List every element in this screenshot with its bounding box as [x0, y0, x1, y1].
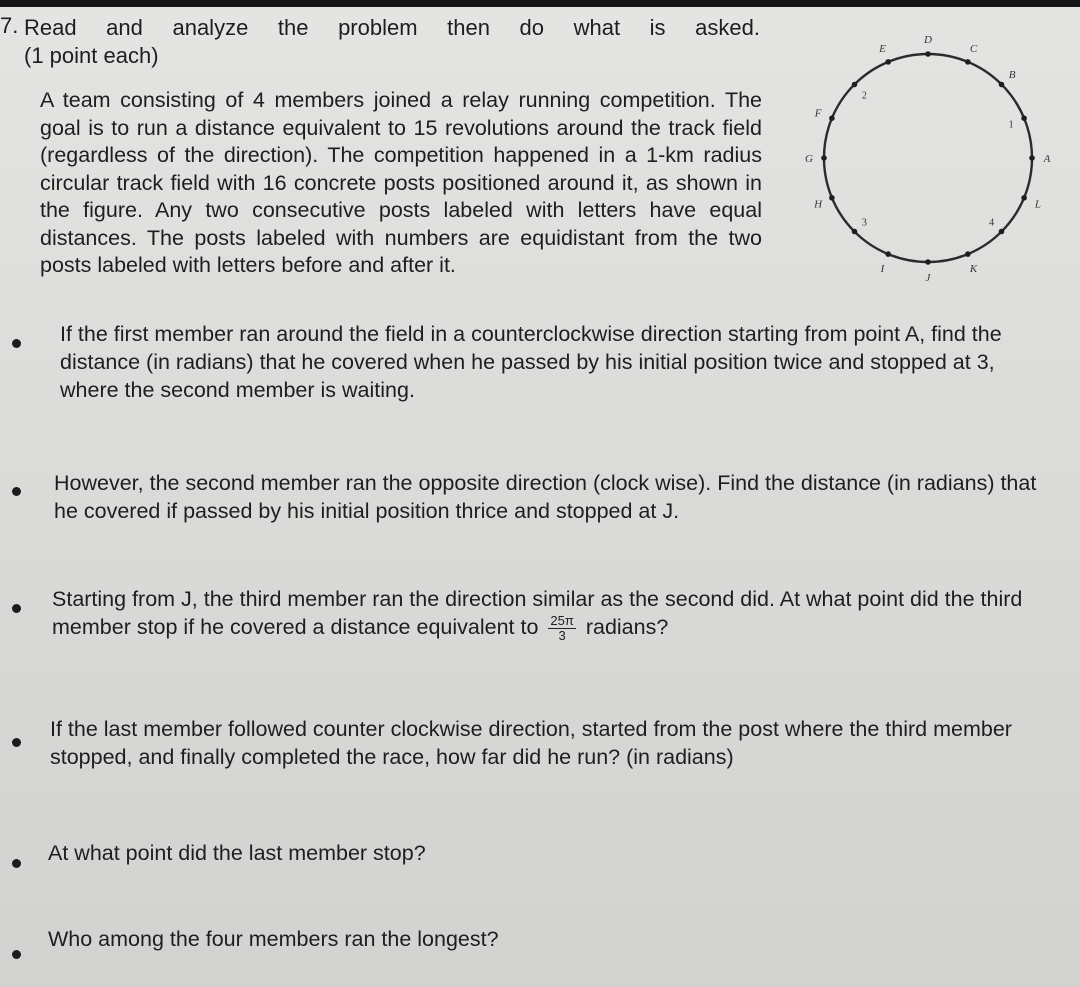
post-dot-J	[925, 259, 931, 265]
heading-instruction	[24, 15, 760, 41]
post-dot-B	[999, 82, 1005, 88]
fraction-numerator: 25π	[550, 612, 574, 628]
heading-word-3: the	[277, 15, 309, 40]
question-1: If the first member ran around the field in a counterclockwise direction starting from point A, find the distance (in radians) that he covered when he passed by his initial position twice and stopped at 3, where the second member is waiting.	[60, 322, 1002, 402]
worksheet-page	[0, 7, 1080, 987]
post-dot-E	[885, 59, 891, 65]
heading-word-7: what	[573, 15, 621, 40]
post-dot-I	[885, 251, 891, 257]
heading-word-9: asked.	[695, 15, 760, 40]
question-4: If the last member followed counter clockwise direction, started from the post where the third member stopped, and finally completed the race, how far did he run? (in radians)	[50, 717, 1012, 769]
fraction-25pi-over-3	[548, 614, 575, 643]
heading-word-1: and	[106, 15, 143, 40]
post-label-I: I	[880, 262, 885, 275]
post-label-F: F	[814, 107, 822, 120]
problem-number: 7.	[0, 13, 19, 38]
post-label-J: J	[925, 272, 931, 284]
post-dot-A	[1029, 155, 1035, 161]
post-label-H: H	[814, 198, 823, 211]
problem-heading	[24, 15, 764, 41]
heading-word-8: is	[649, 15, 666, 40]
post-dot-F	[829, 115, 835, 121]
post-label-3: 3	[861, 217, 867, 229]
bullet-1	[12, 339, 21, 348]
question-3-tail: radians?	[585, 615, 669, 639]
post-dot-2	[852, 82, 858, 88]
heading-word-5: then	[447, 15, 490, 40]
post-dot-4	[999, 229, 1005, 235]
post-label-1: 1	[1008, 119, 1014, 131]
post-label-K: K	[969, 262, 978, 275]
post-dot-L	[1021, 195, 1027, 201]
post-dot-3	[852, 229, 858, 235]
post-label-G: G	[805, 153, 813, 165]
problem-passage: A team consisting of 4 members joined a relay running competition. The goal is to run a distance equivalent to 15 revolutions around the track field (regardless of the direction). The competition happened in a 1-km radius circular track field with 16 concrete posts positioned around it, as shown in the figure. Any two consecutive posts labeled with letters have equal distances. The posts labeled with numbers are equidistant from the two posts labeled with letters before and after it.	[40, 88, 762, 277]
question-5: At what point did the last member stop?	[48, 841, 426, 865]
question-3	[52, 585, 1047, 643]
post-label-4: 4	[989, 217, 995, 229]
post-dot-K	[965, 251, 971, 257]
heading-word-4: problem	[338, 15, 418, 40]
post-label-C: C	[969, 43, 978, 56]
post-label-B: B	[1008, 68, 1016, 81]
post-label-2: 2	[861, 90, 867, 102]
bullet-2	[12, 487, 21, 496]
question-3-text: Starting from J, the third member ran the direction similar as the second did. At what point did the third member stop if he covered a distance equivalent to	[52, 587, 1023, 639]
question-6: Who among the four members ran the longest?	[48, 927, 499, 951]
heading-word-2: analyze	[172, 15, 249, 40]
question-2: However, the second member ran the opposite direction (clock wise). Find the distance (in radians) that he covered if passed by his initial position thrice and stopped at J.	[54, 471, 1037, 523]
post-dot-H	[829, 195, 835, 201]
photo-top-edge	[0, 0, 1080, 7]
post-dot-C	[965, 59, 971, 65]
post-label-D: D	[924, 34, 932, 46]
fraction-denominator: 3	[558, 627, 566, 643]
post-dot-D	[925, 51, 931, 57]
post-dot-1	[1021, 115, 1027, 121]
post-label-E: E	[879, 43, 886, 56]
bullet-6	[12, 950, 21, 959]
bullet-5	[12, 859, 21, 868]
circular-track-figure	[780, 17, 1070, 287]
track-circle-group	[805, 34, 1051, 284]
bullet-4	[12, 738, 21, 747]
post-dot-G	[821, 155, 827, 161]
heading-word-6: do	[519, 15, 545, 40]
points-note: (1 point each)	[24, 43, 159, 68]
post-label-L: L	[1034, 198, 1041, 211]
post-label-A: A	[1043, 153, 1051, 165]
bullet-3	[12, 604, 21, 613]
heading-word-0: Read	[24, 15, 77, 40]
